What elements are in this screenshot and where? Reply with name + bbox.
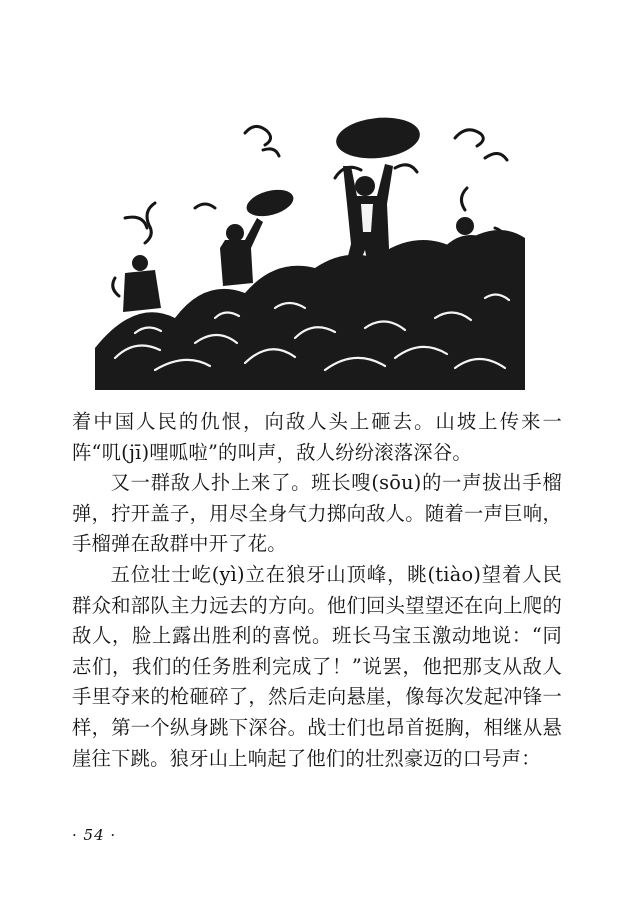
paragraph-five-heroes: 五位壮士屹(yì)立在狼牙山顶峰，眺(tiào)望着人民群众和部队主力远去的方向。他们回头望望还在向上爬的敌人，脸上露出胜利的喜悦。班长马宝玉激动地说：“同志们，我们的任务胜利完成了！”说罢，他把那支从敌人手里夺来的枪砸碎了，然后走向悬崖，像每次发起冲锋一样，第一个纵身跳下深谷。战士们也昂首挺胸，相继从悬崖往下跳。狼牙山上响起了他们的壮烈豪迈的口号声： xyxy=(72,562,562,770)
woodcut-illustration xyxy=(95,108,525,390)
paragraph-grenade: 又一群敌人扑上来了。班长嗖(sōu)的一声拔出手榴弹，拧开盖子，用尽全身气力掷向敌人。随着一声巨响，手榴弹在敌群中开了花。 xyxy=(72,471,562,556)
body-text xyxy=(72,407,562,774)
paragraph-continuation: 着中国人民的仇恨，向敌人头上砸去。山坡上传来一阵“叽(jī)哩呱啦”的叫声，敌人纷纷滚落深谷。 xyxy=(72,410,562,464)
page-number: · 54 · xyxy=(72,826,117,844)
